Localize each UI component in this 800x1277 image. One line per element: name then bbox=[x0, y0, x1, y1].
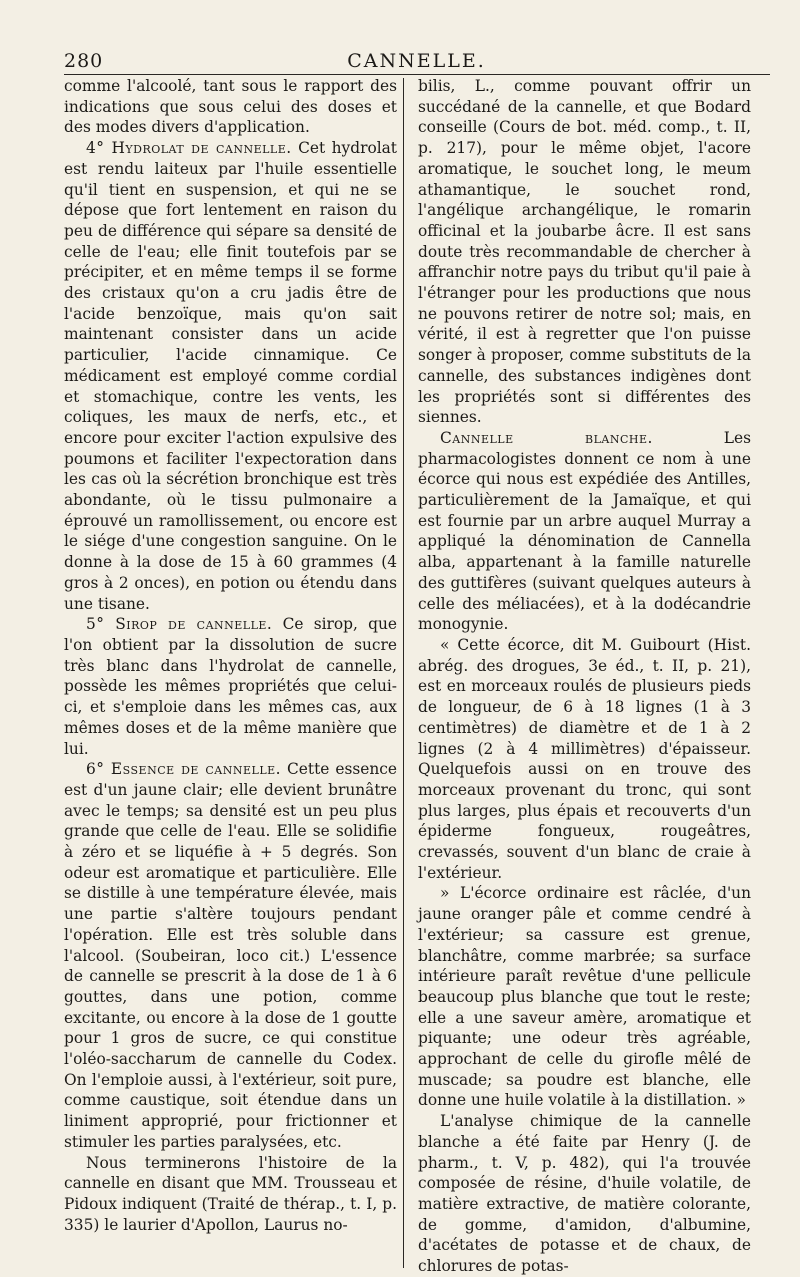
paragraph-cannelle-blanche bbox=[418, 428, 751, 635]
section-heading: 4° Hydrolat de cannelle. bbox=[86, 139, 292, 158]
paragraph-continuation bbox=[418, 76, 751, 428]
paragraph-text: L'analyse chimique de la cannelle blanche a été faite par Henry (J. de pharm., t. V, p. 482), qui l'a trouvée composée de résine, d'huile volatile, de matière extractive, de matière colorante, de gomme, d'amidon, d'albumine, d'acétates de potasse et de chaux, de chlorures de potas- bbox=[418, 1112, 751, 1276]
paragraph-text: « Cette écorce, dit M. Guibourt (Hist. abrég. des drogues, 3e éd., t. II, p. 21), est en morceaux roulés de plusieurs pieds de longueur, de 6 à 18 lignes (1 à 3 centimètres) de diamètre et de 1 à 2 lignes (2 à 4 millimètres) d'épaisseur. Quelquefois aussi on en trouve des morceaux provenant du tronc, qui sont plus larges, plus épais et recouverts d'un épiderme fongueux, rougeâtres, crevassés, souvent d'un blanc de craie à l'extérieur. bbox=[418, 635, 751, 882]
paragraph-text: Les pharmacologistes donnent ce nom à une écorce qui nous est expédiée des Antilles, particulièrement de la Jamaïque, et qui est fournie par un arbre auquel Murray a appliqué la dénomination de Cannella alba, appartenant à la famille naturelle des guttifères (suivant quelques auteurs à celle des méliacées), et à la dodécandrie monogynie. bbox=[418, 428, 752, 634]
column-divider bbox=[403, 78, 404, 1268]
paragraph-text: Ce sirop, que l'on obtient par la dissolution de sucre très blanc dans l'hydrolat de cannelle, possède les mêmes propriétés que celui-ci, et s'emploie dans les mêmes cas, aux mêmes doses et de la même manière que lui. bbox=[64, 615, 397, 758]
paragraph-text: Nous terminerons l'histoire de la cannelle en disant que MM. Trousseau et Pidoux indiquent (Traité de thérap., t. I, p. 335) le laurier d'Apollon, Laurus no- bbox=[64, 1153, 397, 1234]
paragraph-conclusion bbox=[64, 1153, 397, 1236]
right-column bbox=[418, 76, 751, 1277]
paragraph-analyse bbox=[418, 1111, 751, 1277]
section-heading: 6° Essence de cannelle. bbox=[86, 760, 282, 779]
paragraph-hydrolat bbox=[64, 138, 397, 614]
paragraph-text: Cet hydrolat est rendu laiteux par l'huile essentielle qu'il tient en suspension, et qui ne se dépose que fort lentement en raison du peu de différence qui sépare sa densité de celle de l'eau; elle finit toutefois par se précipiter, et en même temps il se forme des cristaux qu'on a cru jadis être de l'acide benzoïque, mais qu'on sait maintenant consister dans un acide particulier, l'acide cinnamique. Ce médicament est employé comme cordial et stomachique, contre les vents, les coliques, les maux de nerfs, etc., et encore pour exciter l'action expulsive des poumons et faciliter l'expectoration dans les cas où la sécrétion bronchique est très abondante, où le tissu pulmonaire a éprouvé un ramollissement, ou encore est le siége d'une congestion sanguine. On le donne à la dose de 15 à 60 grammes (4 gros à 2 onces), en potion ou étendu dans une tisane. bbox=[64, 139, 397, 613]
paragraph-text: » L'écorce ordinaire est râclée, d'un jaune oranger pâle et comme cendré à l'extérieur; sa cassure est grenue, blanchâtre, comme marbrée; sa surface intérieure paraît revêtue d'une pellicule beaucoup plus blanche que tout le reste; elle a une saveur amère, aromatique et piquante; une odeur très agréable, approchant de celle du girofle mêlé de muscade; sa poudre est blanche, elle donne une huile volatile à la distillation. » bbox=[418, 884, 751, 1110]
page-header bbox=[64, 50, 769, 76]
paragraph-text: comme l'alcoolé, tant sous le rapport des indications que sous celui des doses et des modes divers d'application. bbox=[64, 77, 397, 137]
paragraph-essence bbox=[64, 759, 397, 1152]
section-heading: Cannelle blanche. bbox=[440, 428, 653, 447]
section-heading: 5° Sirop de cannelle. bbox=[86, 615, 273, 634]
paragraph-sirop bbox=[64, 614, 397, 759]
page-number: 280 bbox=[64, 50, 104, 72]
paragraph-guibourt-quote bbox=[418, 635, 751, 883]
paragraph-continuation bbox=[64, 76, 397, 138]
paragraph-text: bilis, L., comme pouvant offrir un succédané de la cannelle, et que Bodard conseille (Cours de bot. méd. comp., t. II, p. 217), pour le même objet, l'acore aromatique, le souchet long, le meum athamantique, le souchet rond, l'angélique archangélique, le romarin officinal et la joubarbe âcre. Il est sans doute très recommandable de chercher à affranchir notre pays du tribut qu'il paie à l'étranger pour les productions que nous ne pouvons retirer de notre sol; mais, en vérité, il est à regretter que l'on puisse songer à proposer, comme substituts de la cannelle, des substances indigènes dont les propriétés sont si différentes des siennes. bbox=[418, 77, 751, 427]
paragraph-text: Cette essence est d'un jaune clair; elle devient brunâtre avec le temps; sa densité est un peu plus grande que celle de l'eau. Elle se solidifie à zéro et se liquéfie à + 5 degrés. Son odeur est aromatique et particulière. Elle se distille à une température élevée, mais une partie s'altère toujours pendant l'opération. Elle est très soluble dans l'alcool. (Soubeiran, loco cit.) L'essence de cannelle se prescrit à la dose de 1 à 6 gouttes, dans une potion, comme excitante, ou encore à la dose de 1 goutte pour 1 gros de sucre, ce qui constitue l'oléo-saccharum de cannelle du Codex. On l'emploie aussi, à l'extérieur, soit pure, comme caustique, soit étendue dans un liniment approprié, pour frictionner et stimuler les parties paralysées, etc. bbox=[64, 760, 397, 1151]
running-title: CANNELLE. bbox=[347, 50, 486, 72]
header-rule bbox=[64, 74, 770, 75]
paragraph-ecorce-ordinaire bbox=[418, 883, 751, 1111]
left-column bbox=[64, 76, 397, 1235]
